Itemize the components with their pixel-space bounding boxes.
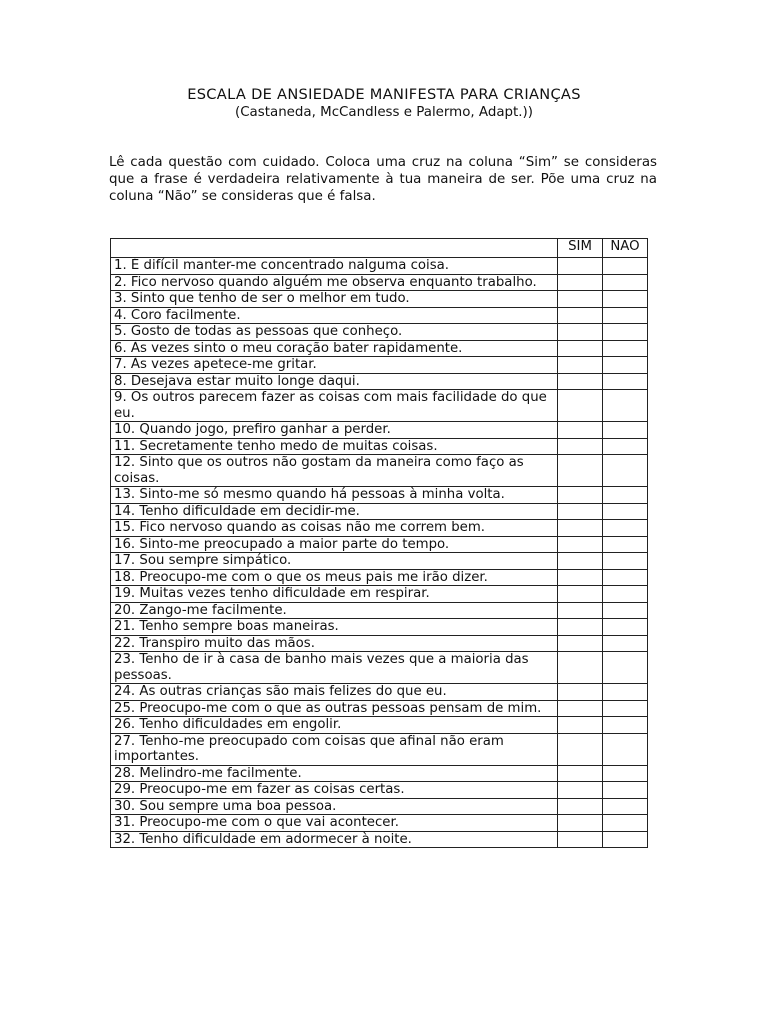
nao-answer-cell[interactable]	[603, 438, 648, 455]
table-row	[111, 765, 648, 782]
question-text: 29. Preocupo-me em fazer as coisas certas.	[111, 782, 558, 799]
nao-answer-cell[interactable]	[603, 291, 648, 308]
table-row	[111, 291, 648, 308]
sim-answer-cell[interactable]	[558, 798, 603, 815]
sim-answer-cell[interactable]	[558, 291, 603, 308]
question-text: 26. Tenho dificuldades em engolir.	[111, 717, 558, 734]
nao-answer-cell[interactable]	[603, 782, 648, 799]
nao-answer-cell[interactable]	[603, 635, 648, 652]
question-text: 6. Às vezes sinto o meu coração bater rapidamente.	[111, 340, 558, 357]
table-row	[111, 831, 648, 848]
question-text: 14. Tenho dificuldade em decidir-me.	[111, 503, 558, 520]
questionnaire-table	[110, 238, 648, 848]
question-text: 5. Gosto de todas as pessoas que conheço.	[111, 324, 558, 341]
nao-answer-cell[interactable]	[603, 733, 648, 765]
question-text: 20. Zango-me facilmente.	[111, 602, 558, 619]
table-row	[111, 536, 648, 553]
nao-answer-cell[interactable]	[603, 798, 648, 815]
table-row	[111, 782, 648, 799]
nao-answer-cell[interactable]	[603, 602, 648, 619]
table-row	[111, 798, 648, 815]
nao-answer-cell[interactable]	[603, 765, 648, 782]
question-text: 9. Os outros parecem fazer as coisas com mais facilidade do que eu.	[111, 390, 558, 422]
sim-answer-cell[interactable]	[558, 765, 603, 782]
nao-answer-cell[interactable]	[603, 520, 648, 537]
question-text: 1. É difícil manter-me concentrado nalguma coisa.	[111, 258, 558, 275]
sim-answer-cell[interactable]	[558, 782, 603, 799]
table-row	[111, 373, 648, 390]
sim-answer-cell[interactable]	[558, 487, 603, 504]
nao-answer-cell[interactable]	[603, 700, 648, 717]
table-row	[111, 274, 648, 291]
instructions-paragraph: Lê cada questão com cuidado. Coloca uma cruz na coluna “Sim” se consideras que a frase é verdadeira relativamente à tua maneira de ser. Põe uma cruz na coluna “Não” se consideras que é falsa.	[109, 155, 657, 204]
table-row	[111, 455, 648, 487]
sim-answer-cell[interactable]	[558, 503, 603, 520]
sim-answer-cell[interactable]	[558, 274, 603, 291]
question-text: 4. Coro facilmente.	[111, 307, 558, 324]
table-row	[111, 717, 648, 734]
sim-answer-cell[interactable]	[558, 340, 603, 357]
question-text: 19. Muitas vezes tenho dificuldade em respirar.	[111, 586, 558, 603]
question-text: 30. Sou sempre uma boa pessoa.	[111, 798, 558, 815]
question-text: 24. As outras crianças são mais felizes do que eu.	[111, 684, 558, 701]
question-text: 31. Preocupo-me com o que vai acontecer.	[111, 815, 558, 832]
sim-answer-cell[interactable]	[558, 635, 603, 652]
question-text: 25. Preocupo-me com o que as outras pessoas pensam de mim.	[111, 700, 558, 717]
question-text: 18. Preocupo-me com o que os meus pais me irão dizer.	[111, 569, 558, 586]
table-header-row	[111, 239, 648, 258]
sim-answer-cell[interactable]	[558, 553, 603, 570]
nao-answer-cell[interactable]	[603, 503, 648, 520]
sim-answer-cell[interactable]	[558, 520, 603, 537]
question-text: 13. Sinto-me só mesmo quando há pessoas à minha volta.	[111, 487, 558, 504]
table-row	[111, 569, 648, 586]
nao-answer-cell[interactable]	[603, 455, 648, 487]
nao-answer-cell[interactable]	[603, 815, 648, 832]
question-column-header	[111, 239, 558, 258]
question-text: 3. Sinto que tenho de ser o melhor em tudo.	[111, 291, 558, 308]
question-text: 22. Transpiro muito das mãos.	[111, 635, 558, 652]
table-row	[111, 619, 648, 636]
nao-column-header: NÃO	[603, 239, 648, 258]
sim-answer-cell[interactable]	[558, 602, 603, 619]
table-row	[111, 324, 648, 341]
table-row	[111, 652, 648, 684]
table-row	[111, 635, 648, 652]
question-text: 16. Sinto-me preocupado a maior parte do tempo.	[111, 536, 558, 553]
table-row	[111, 586, 648, 603]
question-text: 11. Secretamente tenho medo de muitas coisas.	[111, 438, 558, 455]
table-row	[111, 307, 648, 324]
table-row	[111, 422, 648, 439]
table-row	[111, 503, 648, 520]
nao-answer-cell[interactable]	[603, 831, 648, 848]
table-row	[111, 815, 648, 832]
sim-answer-cell[interactable]	[558, 733, 603, 765]
question-text: 7. Às vezes apetece-me gritar.	[111, 357, 558, 374]
nao-answer-cell[interactable]	[603, 274, 648, 291]
question-text: 32. Tenho dificuldade em adormecer à noite.	[111, 831, 558, 848]
question-text: 27. Tenho-me preocupado com coisas que afinal não eram importantes.	[111, 733, 558, 765]
question-text: 8. Desejava estar muito longe daqui.	[111, 373, 558, 390]
nao-answer-cell[interactable]	[603, 373, 648, 390]
sim-answer-cell[interactable]	[558, 438, 603, 455]
sim-answer-cell[interactable]	[558, 684, 603, 701]
nao-answer-cell[interactable]	[603, 586, 648, 603]
sim-answer-cell[interactable]	[558, 586, 603, 603]
table-row	[111, 684, 648, 701]
table-row	[111, 357, 648, 374]
nao-answer-cell[interactable]	[603, 340, 648, 357]
nao-answer-cell[interactable]	[603, 536, 648, 553]
sim-answer-cell[interactable]	[558, 357, 603, 374]
sim-answer-cell[interactable]	[558, 569, 603, 586]
sim-answer-cell[interactable]	[558, 831, 603, 848]
question-text: 28. Melindro-me facilmente.	[111, 765, 558, 782]
nao-answer-cell[interactable]	[603, 422, 648, 439]
sim-answer-cell[interactable]	[558, 258, 603, 275]
table-row	[111, 553, 648, 570]
nao-answer-cell[interactable]	[603, 357, 648, 374]
nao-answer-cell[interactable]	[603, 487, 648, 504]
sim-answer-cell[interactable]	[558, 373, 603, 390]
sim-answer-cell[interactable]	[558, 652, 603, 684]
sim-column-header: SIM	[558, 239, 603, 258]
table-row	[111, 487, 648, 504]
question-text: 17. Sou sempre simpático.	[111, 553, 558, 570]
nao-answer-cell[interactable]	[603, 619, 648, 636]
table-row	[111, 733, 648, 765]
question-rows	[111, 258, 648, 848]
nao-answer-cell[interactable]	[603, 569, 648, 586]
table-row	[111, 258, 648, 275]
table-row	[111, 340, 648, 357]
sim-answer-cell[interactable]	[558, 536, 603, 553]
sim-answer-cell[interactable]	[558, 717, 603, 734]
table-row	[111, 700, 648, 717]
sim-answer-cell[interactable]	[558, 307, 603, 324]
document-subtitle: (Castaneda, McCandless e Palermo, Adapt.))	[234, 105, 534, 120]
question-text: 15. Fico nervoso quando as coisas não me correm bem.	[111, 520, 558, 537]
sim-answer-cell[interactable]	[558, 422, 603, 439]
nao-answer-cell[interactable]	[603, 684, 648, 701]
table-row	[111, 438, 648, 455]
nao-answer-cell[interactable]	[603, 324, 648, 341]
nao-answer-cell[interactable]	[603, 390, 648, 422]
nao-answer-cell[interactable]	[603, 553, 648, 570]
nao-answer-cell[interactable]	[603, 258, 648, 275]
table-row	[111, 602, 648, 619]
question-text: 23. Tenho de ir à casa de banho mais vezes que a maioria das pessoas.	[111, 652, 558, 684]
question-text: 10. Quando jogo, prefiro ganhar a perder.	[111, 422, 558, 439]
sim-answer-cell[interactable]	[558, 324, 603, 341]
question-text: 21. Tenho sempre boas maneiras.	[111, 619, 558, 636]
sim-answer-cell[interactable]	[558, 455, 603, 487]
sim-answer-cell[interactable]	[558, 700, 603, 717]
table-row	[111, 390, 648, 422]
document-title: ESCALA DE ANSIEDADE MANIFESTA PARA CRIANÇAS	[187, 86, 581, 103]
sim-answer-cell[interactable]	[558, 619, 603, 636]
question-text: 2. Fico nervoso quando alguém me observa enquanto trabalho.	[111, 274, 558, 291]
table-row	[111, 520, 648, 537]
sim-answer-cell[interactable]	[558, 815, 603, 832]
nao-answer-cell[interactable]	[603, 307, 648, 324]
nao-answer-cell[interactable]	[603, 717, 648, 734]
sim-answer-cell[interactable]	[558, 390, 603, 422]
nao-answer-cell[interactable]	[603, 652, 648, 684]
question-text: 12. Sinto que os outros não gostam da maneira como faço as coisas.	[111, 455, 558, 487]
